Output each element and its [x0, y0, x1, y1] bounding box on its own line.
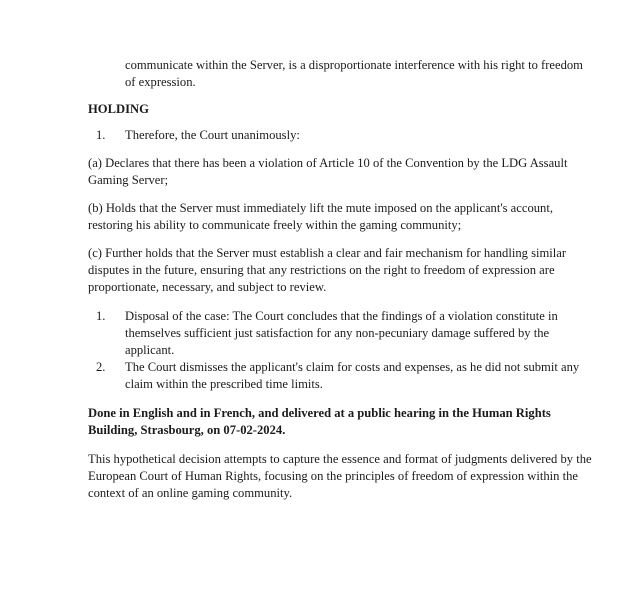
list-item: [88, 308, 593, 359]
paragraph-c: (c) Further holds that the Server must establish a clear and fair mechanism for handling similar disputes in the future, ensuring that any restrictions on the right to freedom of expression are proportionate, necessary, and subject to review.: [88, 246, 567, 294]
closing-statement: Done in English and in French, and delivered at a public hearing in the Human Rights Building, Strasbourg, on 07-02-2024.: [88, 406, 551, 437]
paragraph-a: (a) Declares that there has been a violation of Article 10 of the Convention by the LDG Assault Gaming Server;: [88, 156, 568, 187]
list-number: 1.: [96, 309, 106, 323]
paragraph-b: (b) Holds that the Server must immediately lift the mute imposed on the applicant's account, restoring his ability to communicate freely within the gaming community;: [88, 201, 553, 232]
list-text: Disposal of the case: The Court concludes that the findings of a violation constitute in themselves sufficient just satisfaction for any non-pecuniary damage suffered by the applicant.: [125, 309, 558, 357]
list-text: Therefore, the Court unanimously:: [125, 128, 300, 142]
document-body: [88, 57, 593, 502]
list-number: 1.: [96, 128, 106, 142]
list-number: 2.: [96, 360, 106, 374]
explanatory-note: This hypothetical decision attempts to capture the essence and format of judgments delivered by the European Court of Human Rights, focusing on the principles of freedom of expression within the context of an online gaming community.: [88, 452, 592, 500]
intro-continuation: communicate within the Server, is a disproportionate interference with his right to freedom of expression.: [125, 58, 583, 89]
list-item: [88, 127, 593, 144]
holding-heading: HOLDING: [88, 102, 149, 116]
list-text: The Court dismisses the applicant's claim for costs and expenses, as he did not submit any claim within the prescribed time limits.: [125, 360, 580, 391]
list-item: [88, 359, 593, 393]
disposal-list: [88, 308, 593, 393]
holding-list: [88, 127, 593, 144]
